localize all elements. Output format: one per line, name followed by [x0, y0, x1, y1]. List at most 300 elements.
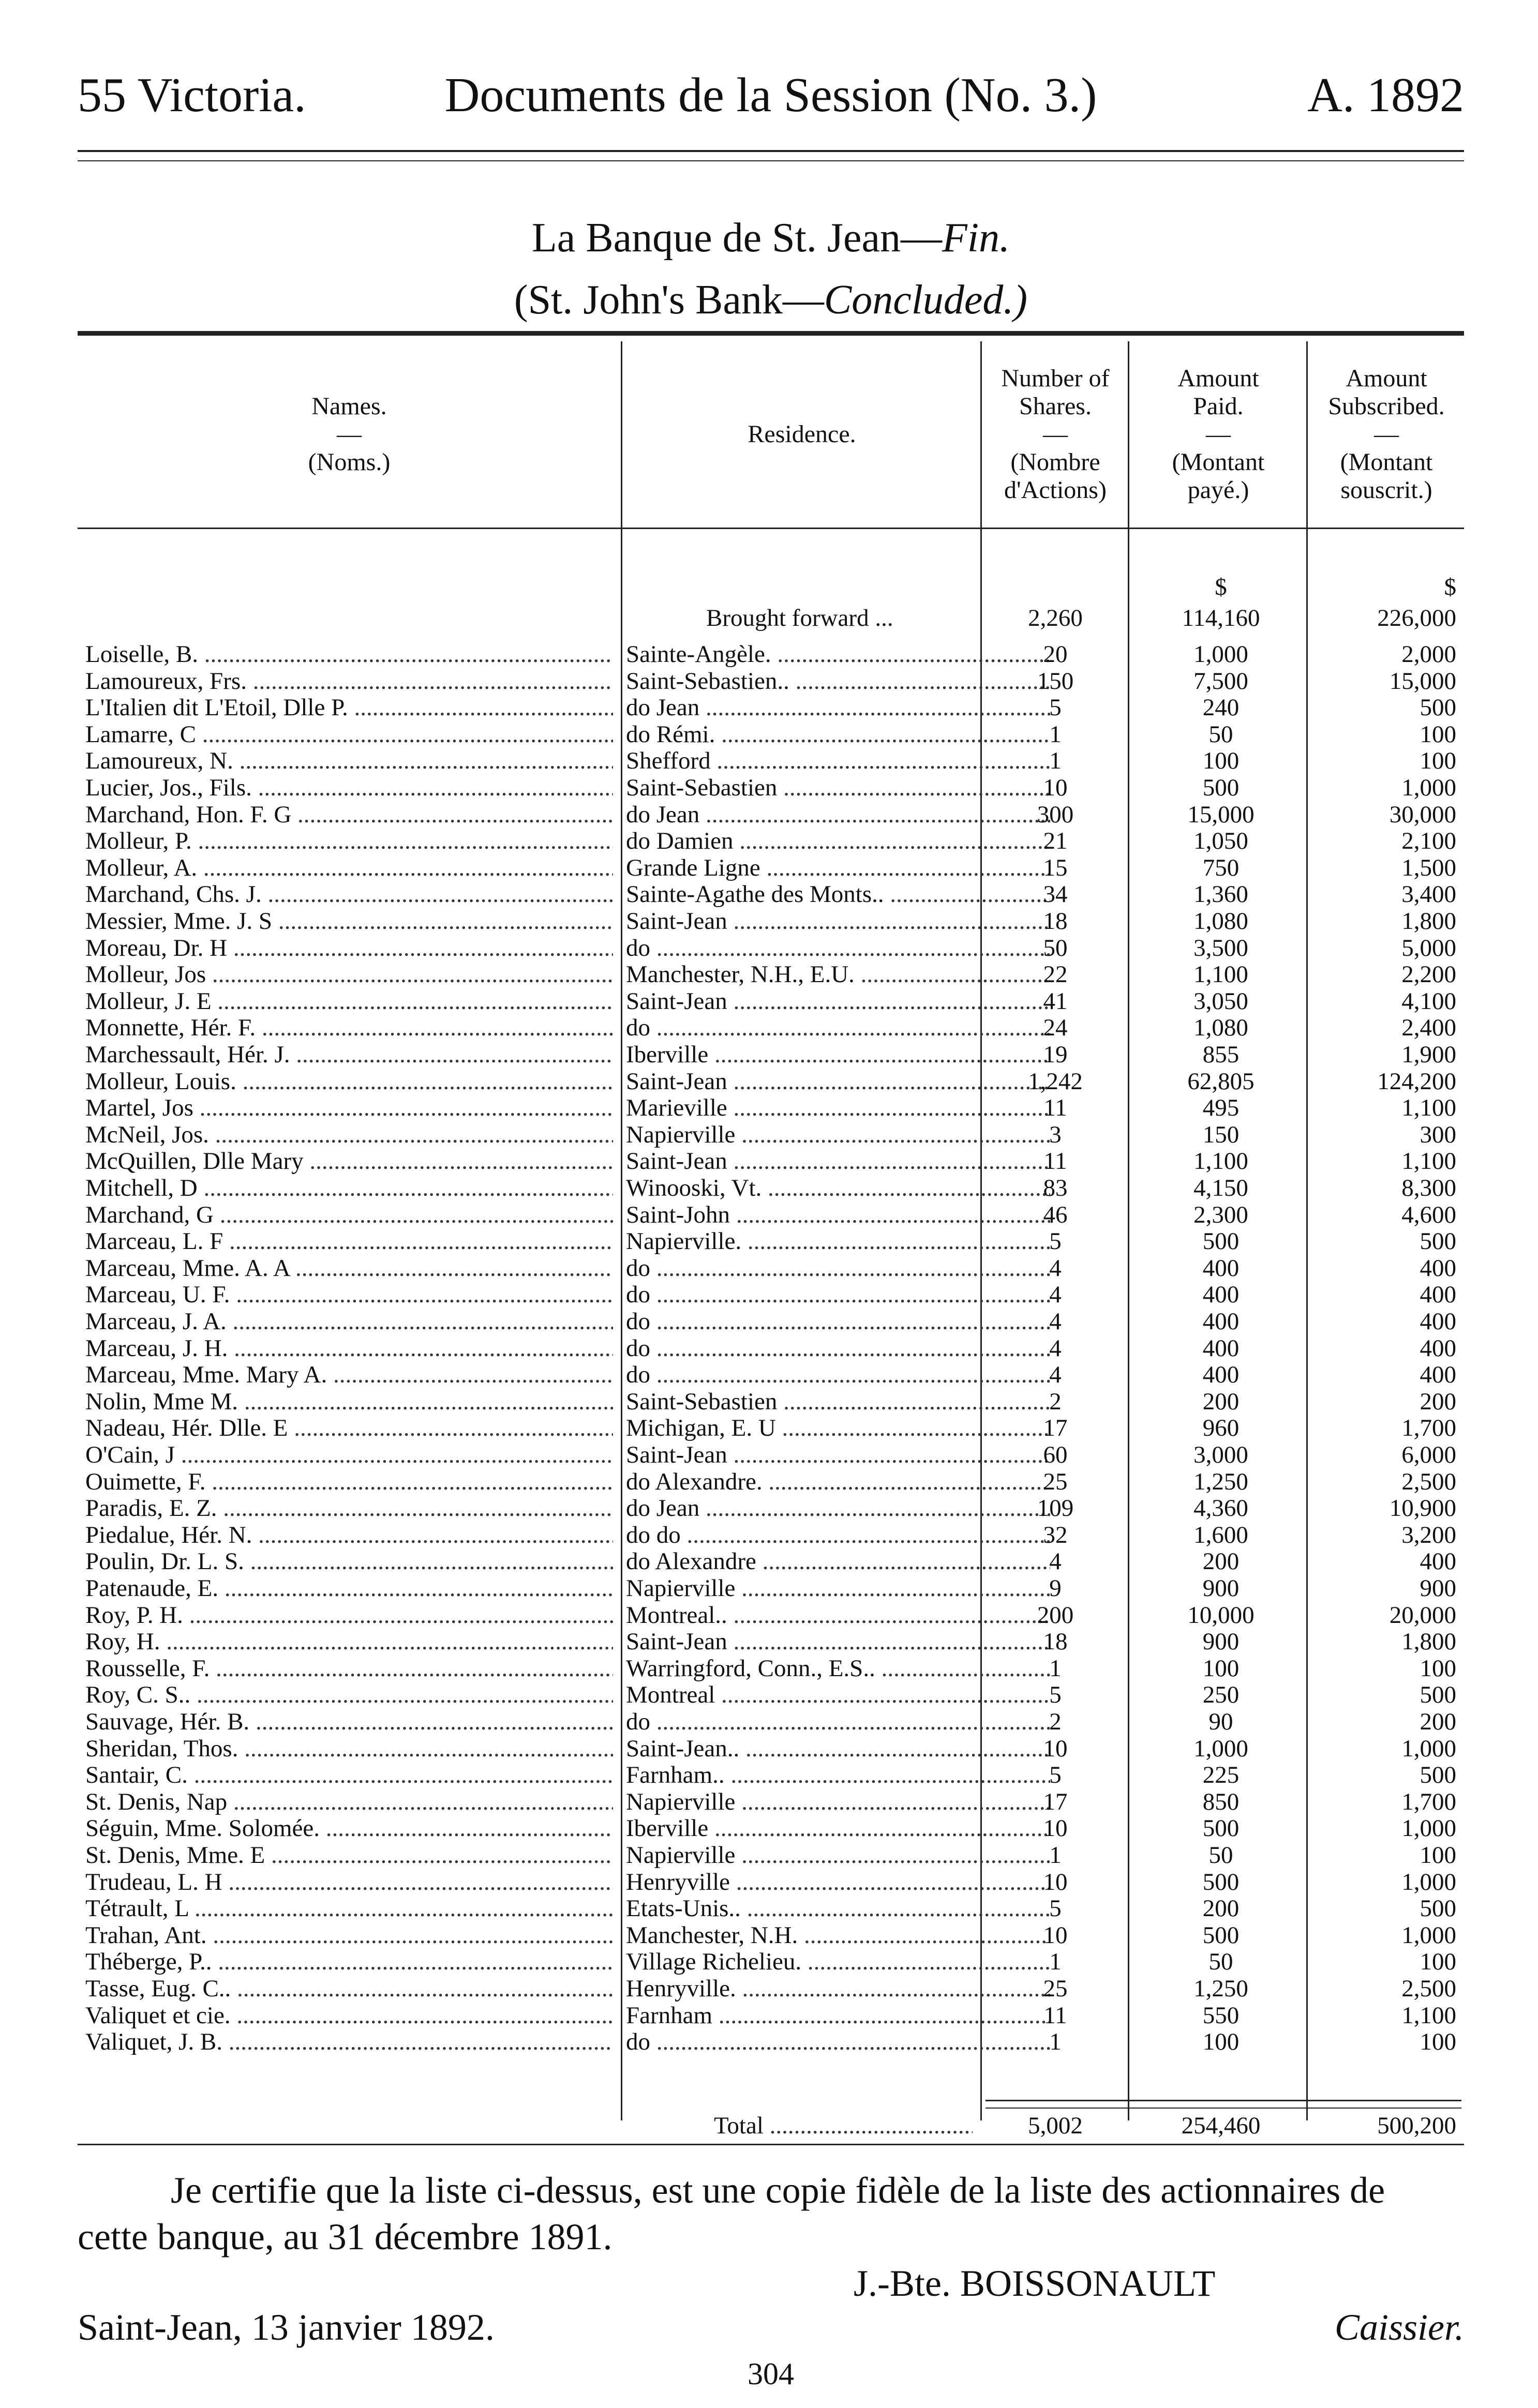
page-number: 304	[748, 2357, 794, 2391]
amount-subscribed: 3,200	[1401, 1521, 1456, 1548]
amount-subscribed: 2,000	[1401, 641, 1456, 668]
amount-paid: 495	[1202, 1094, 1240, 1122]
shareholder-name: Marchessault, Hér. J. .....	[85, 1042, 613, 1068]
header-session: 55 Victoria.	[78, 68, 306, 122]
table-row	[78, 1362, 1464, 1388]
total-row	[78, 2113, 1464, 2139]
amount-subscribed: 3,400	[1401, 881, 1456, 908]
table-row	[78, 1922, 1464, 1949]
amount-paid: 150	[1202, 1121, 1240, 1148]
amount-subscribed: 400	[1420, 1308, 1456, 1335]
shareholder-name: Valiquet, J. B. .....	[85, 2029, 613, 2055]
residence: Saint-Jean .....	[626, 1068, 1050, 1095]
shareholder-name: Molleur, Jos .....	[85, 961, 613, 988]
table-row	[78, 1202, 1464, 1228]
shares: 10	[1043, 1735, 1068, 1762]
shareholder-name: Rousselle, F. .....	[85, 1656, 613, 1682]
shareholder-name: Marchand, Hon. F. G .....	[85, 802, 613, 828]
amount-paid: 240	[1202, 694, 1240, 721]
table-top-rule	[78, 331, 1464, 336]
amount-subscribed: 15,000	[1389, 667, 1456, 695]
amount-paid: 500	[1202, 1921, 1240, 1949]
amount-paid: 1,080	[1193, 908, 1248, 935]
col-paid: Amount Paid. — (Montant payé.)	[1172, 365, 1265, 504]
table-row	[78, 1736, 1464, 1762]
shareholder-name: Lamarre, C .....	[85, 721, 613, 748]
residence: Village Richelieu. .....	[626, 1949, 1050, 1975]
table-row	[78, 828, 1464, 854]
table-header	[78, 341, 1464, 528]
shareholder-name: Trudeau, L. H .....	[85, 1869, 613, 1895]
amount-subscribed: 10,900	[1389, 1495, 1456, 1522]
shareholder-name: Molleur, A. .....	[85, 855, 613, 881]
shares: 10	[1043, 1868, 1068, 1895]
residence: Napierville. .....	[626, 1228, 1050, 1255]
amount-subscribed: 500	[1420, 1681, 1456, 1709]
table-row	[78, 1976, 1464, 2002]
shares: 32	[1043, 1521, 1068, 1548]
amount-subscribed: 1,700	[1401, 1414, 1456, 1442]
shareholder-name: Roy, P. H. .....	[85, 1602, 613, 1629]
table-row	[78, 1282, 1464, 1308]
shares: 1	[1049, 2028, 1062, 2056]
residence: Shefford .....	[626, 748, 1050, 774]
shareholder-name: Théberge, P.. .....	[85, 1949, 613, 1975]
total-paid: 254,460	[1181, 2112, 1261, 2139]
amount-paid: 15,000	[1187, 801, 1255, 828]
table-row	[78, 1228, 1464, 1255]
shares: 4	[1049, 1334, 1062, 1362]
amount-paid: 225	[1202, 1762, 1240, 1789]
table-row	[78, 1789, 1464, 1815]
table-row	[78, 855, 1464, 881]
amount-paid: 1,000	[1193, 1735, 1248, 1762]
shares: 109	[1037, 1495, 1074, 1522]
shareholder-name: Nolin, Mme M. .....	[85, 1389, 613, 1415]
residence: do .....	[626, 2029, 1050, 2055]
shareholder-name: Lucier, Jos., Fils. .....	[85, 775, 613, 801]
shareholder-name: Marchand, G .....	[85, 1202, 613, 1228]
residence: do Jean .....	[626, 1495, 1050, 1522]
table-row	[78, 988, 1464, 1015]
amount-subscribed: 2,500	[1401, 1468, 1456, 1495]
amount-paid: 1,250	[1193, 1975, 1248, 2002]
amount-paid: 4,360	[1193, 1495, 1248, 1522]
residence: Saint-Sebastien .....	[626, 1389, 1050, 1415]
residence: Saint-Sebastien .....	[626, 775, 1050, 801]
shareholder-name: McNeil, Jos. .....	[85, 1122, 613, 1148]
residence: Michigan, E. U .....	[626, 1415, 1050, 1441]
amount-paid: 100	[1202, 1654, 1240, 1682]
amount-subscribed: 30,000	[1389, 801, 1456, 828]
residence: Saint-Jean .....	[626, 1148, 1050, 1175]
amount-subscribed: 2,100	[1401, 827, 1456, 855]
shares: 4	[1049, 1254, 1062, 1282]
table-row	[78, 2003, 1464, 2029]
shares: 5	[1049, 1895, 1062, 1922]
col-shares: Number of Shares. — (Nombre d'Actions)	[1001, 365, 1110, 504]
amount-subscribed: 200	[1420, 1388, 1456, 1415]
amount-subscribed: 1,000	[1401, 1735, 1456, 1762]
residence: do .....	[626, 1015, 1050, 1041]
amount-paid: 500	[1202, 1868, 1240, 1895]
amount-paid: 100	[1202, 2028, 1240, 2056]
amount-subscribed: 100	[1420, 747, 1456, 775]
shareholder-name: Trahan, Ant. .....	[85, 1922, 613, 1949]
shares: 60	[1043, 1441, 1068, 1468]
amount-paid: 500	[1202, 1815, 1240, 1842]
shareholder-name: Poulin, Dr. L. S. .....	[85, 1548, 613, 1575]
residence: do .....	[626, 935, 1050, 961]
amount-paid: 250	[1202, 1681, 1240, 1709]
shareholder-name: Santair, C. .....	[85, 1762, 613, 1788]
shares: 9	[1049, 1575, 1062, 1602]
table-row	[78, 1602, 1464, 1629]
shareholder-name: McQuillen, Dlle Mary .....	[85, 1148, 613, 1175]
residence: Montreal.. .....	[626, 1602, 1050, 1629]
residence: Napierville .....	[626, 1842, 1050, 1869]
brought-forward-row: Brought forward ... 2,260 114,160 226,000	[706, 605, 1456, 631]
table-row	[78, 1389, 1464, 1415]
amount-subscribed: 500	[1420, 1762, 1456, 1789]
shareholder-name: Tétrault, L .....	[85, 1895, 613, 1922]
shareholder-name: Marceau, J. A. .....	[85, 1308, 613, 1335]
shareholder-name: Ouimette, F. .....	[85, 1469, 613, 1495]
shares: 18	[1043, 1628, 1068, 1656]
table-row	[78, 748, 1464, 774]
shares: 18	[1043, 908, 1068, 935]
amount-subscribed: 200	[1420, 1708, 1456, 1735]
shares: 17	[1043, 1414, 1068, 1442]
shares: 19	[1043, 1041, 1068, 1068]
table-row	[78, 881, 1464, 908]
amount-paid: 400	[1202, 1308, 1240, 1335]
amount-paid: 550	[1202, 2001, 1240, 2029]
amount-paid: 50	[1208, 1842, 1233, 1869]
shares: 4	[1049, 1361, 1062, 1389]
shares: 24	[1043, 1014, 1068, 1042]
shareholder-name: Molleur, J. E .....	[85, 988, 613, 1015]
amount-paid: 400	[1202, 1281, 1240, 1308]
shares: 10	[1043, 1815, 1068, 1842]
amount-subscribed: 1,500	[1401, 854, 1456, 881]
total-rule	[985, 2100, 1461, 2101]
shareholder-name: Loiselle, B. .....	[85, 641, 613, 668]
table-row	[78, 1175, 1464, 1201]
table-row	[78, 1575, 1464, 1602]
amount-subscribed: 900	[1420, 1575, 1456, 1602]
signatory-title: Caissier.	[1334, 2307, 1464, 2348]
amount-paid: 3,000	[1193, 1441, 1248, 1468]
amount-subscribed: 400	[1420, 1548, 1456, 1575]
table-row	[78, 1682, 1464, 1708]
table-titles	[78, 207, 1464, 331]
amount-paid: 90	[1208, 1708, 1233, 1735]
certification-text: Je certifie que la liste ci-dessus, est une copie fidèle de la liste des actionnaires de cette banque, au 31 décembre 1891.	[78, 2170, 1385, 2258]
amount-paid: 900	[1202, 1628, 1240, 1656]
total-shares: 5,002	[1028, 2112, 1083, 2139]
amount-subscribed: 300	[1420, 1121, 1456, 1148]
amount-paid: 1,100	[1193, 961, 1248, 988]
shareholder-name: Tasse, Eug. C.. .....	[85, 1976, 613, 2002]
shares: 34	[1043, 881, 1068, 908]
shareholder-name: St. Denis, Nap .....	[85, 1789, 613, 1815]
amount-subscribed: 1,000	[1401, 1815, 1456, 1842]
residence: do .....	[626, 1709, 1050, 1735]
document-page	[78, 0, 1464, 2408]
shares: 10	[1043, 774, 1068, 801]
shareholder-name: Moreau, Dr. H .....	[85, 935, 613, 961]
residence: Iberville .....	[626, 1042, 1050, 1068]
shares: 4	[1049, 1548, 1062, 1575]
amount-paid: 500	[1202, 774, 1240, 801]
amount-subscribed: 1,900	[1401, 1041, 1456, 1068]
residence: do Alexandre. .....	[626, 1469, 1050, 1495]
residence: do Jean .....	[626, 802, 1050, 828]
shareholder-name: Paradis, E. Z. .....	[85, 1495, 613, 1522]
shares: 1	[1049, 1948, 1062, 1976]
amount-paid: 4,150	[1193, 1175, 1248, 1201]
amount-subscribed: 20,000	[1389, 1601, 1456, 1629]
shares: 1	[1049, 720, 1062, 748]
table-row	[78, 641, 1464, 668]
header-bottom-rule	[78, 528, 1464, 529]
shares: 11	[1043, 1094, 1067, 1122]
shares: 5	[1049, 1681, 1062, 1709]
amount-subscribed: 124,200	[1377, 1067, 1456, 1095]
amount-subscribed: 1,800	[1401, 1628, 1456, 1656]
table-row	[78, 721, 1464, 748]
residence: do Damien .....	[626, 828, 1050, 854]
amount-paid: 400	[1202, 1334, 1240, 1362]
residence: Farnham .....	[626, 2003, 1050, 2029]
shares: 21	[1043, 827, 1068, 855]
shareholder-name: Lamoureux, Frs. .....	[85, 668, 613, 695]
amount-paid: 855	[1202, 1041, 1240, 1068]
amount-subscribed: 1,100	[1401, 2001, 1456, 2029]
shareholder-name: Roy, C. S.. .....	[85, 1682, 613, 1708]
residence: Manchester, N.H. .....	[626, 1922, 1050, 1949]
residence: Sainte-Angèle. .....	[626, 641, 1050, 668]
table-row	[78, 802, 1464, 828]
residence: do Rémi. .....	[626, 721, 1050, 748]
table-row	[78, 1709, 1464, 1735]
shareholder-name: Piedalue, Hér. N. .....	[85, 1522, 613, 1548]
amount-paid: 100	[1202, 747, 1240, 775]
amount-paid: 850	[1202, 1788, 1240, 1815]
shareholder-name: L'Italien dit L'Etoil, Dlle P. .....	[85, 695, 613, 721]
amount-paid: 200	[1202, 1388, 1240, 1415]
residence: do Jean .....	[626, 695, 1050, 721]
residence: Iberville .....	[626, 1815, 1050, 1842]
residence: do .....	[626, 1335, 1050, 1362]
signatory-name: J.-Bte. BOISSONAULT	[854, 2263, 1216, 2304]
residence: do Alexandre .....	[626, 1548, 1050, 1575]
amount-subscribed: 1,100	[1401, 1094, 1456, 1122]
shareholder-name: Séguin, Mme. Solomée. .....	[85, 1815, 613, 1842]
shareholder-name: Marceau, Mme. Mary A. .....	[85, 1362, 613, 1388]
amount-subscribed: 2,200	[1401, 961, 1456, 988]
shareholder-name: Patenaude, E. .....	[85, 1575, 613, 1602]
col-residence: Residence.	[748, 420, 856, 448]
shareholder-name: Roy, H. .....	[85, 1629, 613, 1655]
residence: Saint-Jean .....	[626, 1629, 1050, 1655]
amount-paid: 50	[1208, 720, 1233, 748]
header-title: Documents de la Session (No. 3.)	[444, 68, 1097, 122]
amount-paid: 1,600	[1193, 1521, 1248, 1548]
shares: 1,242	[1028, 1067, 1083, 1095]
shareholder-name: St. Denis, Mme. E .....	[85, 1842, 613, 1869]
shares: 4	[1049, 1308, 1062, 1335]
residence: do do .....	[626, 1522, 1050, 1548]
residence: Henryville .....	[626, 1869, 1050, 1895]
shareholder-name: Marceau, J. H. .....	[85, 1335, 613, 1362]
amount-paid: 1,100	[1193, 1148, 1248, 1175]
amount-subscribed: 100	[1420, 2028, 1456, 2056]
shareholder-name: Marceau, Mme. A. A .....	[85, 1255, 613, 1282]
shareholder-name: Sheridan, Thos. .....	[85, 1736, 613, 1762]
table-row	[78, 1522, 1464, 1548]
amount-subscribed: 1,000	[1401, 1868, 1456, 1895]
table-row	[78, 1415, 1464, 1441]
shares: 2	[1049, 1388, 1062, 1415]
residence: Winooski, Vt. .....	[626, 1175, 1050, 1201]
table-row	[78, 775, 1464, 801]
amount-paid: 200	[1202, 1548, 1240, 1575]
table-row	[78, 1469, 1464, 1495]
amount-subscribed: 100	[1420, 1842, 1456, 1869]
residence: do .....	[626, 1308, 1050, 1335]
residence: Montreal .....	[626, 1682, 1050, 1708]
table-row	[78, 1122, 1464, 1148]
shares: 17	[1043, 1788, 1068, 1815]
amount-subscribed: 1,100	[1401, 1148, 1456, 1175]
amount-subscribed: 2,400	[1401, 1014, 1456, 1042]
table-row	[78, 1442, 1464, 1468]
running-header	[78, 67, 1464, 124]
residence: Manchester, N.H., E.U. .....	[626, 961, 1050, 988]
shares: 150	[1037, 667, 1074, 695]
shareholder-name: Messier, Mme. J. S .....	[85, 908, 613, 935]
shares: 1	[1049, 1654, 1062, 1682]
amount-paid: 1,000	[1193, 641, 1248, 668]
total-rule-2	[985, 2108, 1461, 2109]
residence: Marieville .....	[626, 1095, 1050, 1121]
shares: 200	[1037, 1601, 1074, 1629]
shares: 2	[1049, 1708, 1062, 1735]
shareholder-name: Nadeau, Hér. Dlle. E .....	[85, 1415, 613, 1441]
residence: Saint-Sebastien.. .....	[626, 668, 1050, 695]
table-row	[78, 1949, 1464, 1975]
shareholder-name: Valiquet et cie. .....	[85, 2003, 613, 2029]
table-row	[78, 1148, 1464, 1175]
amount-paid: 50	[1208, 1948, 1233, 1976]
table-row	[78, 2029, 1464, 2055]
residence: Sainte-Agathe des Monts.. .....	[626, 881, 1050, 908]
table-row	[78, 1762, 1464, 1788]
shares: 300	[1037, 801, 1074, 828]
shareholder-name: Lamoureux, N. .....	[85, 748, 613, 774]
shareholder-name: Martel, Jos .....	[85, 1095, 613, 1121]
table-row	[78, 1869, 1464, 1895]
residence: Napierville .....	[626, 1122, 1050, 1148]
shareholder-name: Molleur, Louis. .....	[85, 1068, 613, 1095]
col-subscribed: Amount Subscribed. — (Montant souscrit.)	[1328, 365, 1445, 504]
table-row	[78, 1015, 1464, 1041]
table-row	[78, 1842, 1464, 1869]
shareholder-name: Mitchell, D .....	[85, 1175, 613, 1201]
shares: 20	[1043, 641, 1068, 668]
shares: 15	[1043, 854, 1068, 881]
residence: do .....	[626, 1282, 1050, 1308]
amount-subscribed: 6,000	[1401, 1441, 1456, 1468]
table-row	[78, 1068, 1464, 1095]
place-date: Saint-Jean, 13 janvier 1892.	[78, 2307, 495, 2348]
table-row	[78, 1495, 1464, 1522]
shares: 46	[1043, 1201, 1068, 1228]
amount-subscribed: 100	[1420, 1654, 1456, 1682]
residence: Saint-Jean.. .....	[626, 1736, 1050, 1762]
residence: Warringford, Conn., E.S.. .....	[626, 1656, 1050, 1682]
shareholder-name: Molleur, P. .....	[85, 828, 613, 854]
amount-paid: 400	[1202, 1254, 1240, 1282]
table-bottom-rule	[78, 2144, 1464, 2145]
residence: Saint-John .....	[626, 1202, 1050, 1228]
title-english: (St. John's Bank—Concluded.)	[514, 277, 1028, 323]
amount-paid: 10,000	[1187, 1601, 1255, 1629]
shares: 1	[1049, 747, 1062, 775]
shares: 50	[1043, 934, 1068, 961]
amount-paid: 3,050	[1193, 987, 1248, 1015]
residence: Saint-Jean .....	[626, 908, 1050, 935]
total-subscribed: 500,200	[1377, 2112, 1456, 2139]
residence: do .....	[626, 1362, 1050, 1388]
amount-subscribed: 400	[1420, 1254, 1456, 1282]
table-row	[78, 1815, 1464, 1842]
amount-subscribed: 1,000	[1401, 774, 1456, 801]
table-row	[78, 1548, 1464, 1575]
table-row	[78, 1629, 1464, 1655]
header-rule-top	[78, 150, 1464, 152]
amount-subscribed: 500	[1420, 694, 1456, 721]
table-row	[78, 961, 1464, 988]
residence: Saint-Jean .....	[626, 1442, 1050, 1468]
residence: Etats-Unis.. .....	[626, 1895, 1050, 1922]
amount-subscribed: 4,100	[1401, 987, 1456, 1015]
amount-paid: 750	[1202, 854, 1240, 881]
shareholder-name: Monnette, Hér. F. .....	[85, 1015, 613, 1041]
shares: 11	[1043, 2001, 1067, 2029]
shares: 3	[1049, 1121, 1062, 1148]
amount-subscribed: 2,500	[1401, 1975, 1456, 2002]
amount-subscribed: 400	[1420, 1361, 1456, 1389]
residence: Saint-Jean .....	[626, 988, 1050, 1015]
shareholder-name: Sauvage, Hér. B. .....	[85, 1709, 613, 1735]
shares: 5	[1049, 1762, 1062, 1789]
amount-paid: 200	[1202, 1895, 1240, 1922]
table-row	[78, 695, 1464, 721]
table-row	[78, 1095, 1464, 1121]
shares: 10	[1043, 1921, 1068, 1949]
amount-subscribed: 8,300	[1401, 1175, 1456, 1201]
table-row	[78, 1308, 1464, 1335]
amount-subscribed: 500	[1420, 1895, 1456, 1922]
shareholder-name: Marceau, L. F .....	[85, 1228, 613, 1255]
amount-paid: 7,500	[1193, 667, 1248, 695]
shareholder-name: Marceau, U. F. .....	[85, 1282, 613, 1308]
table-row	[78, 935, 1464, 961]
shares: 25	[1043, 1468, 1068, 1495]
